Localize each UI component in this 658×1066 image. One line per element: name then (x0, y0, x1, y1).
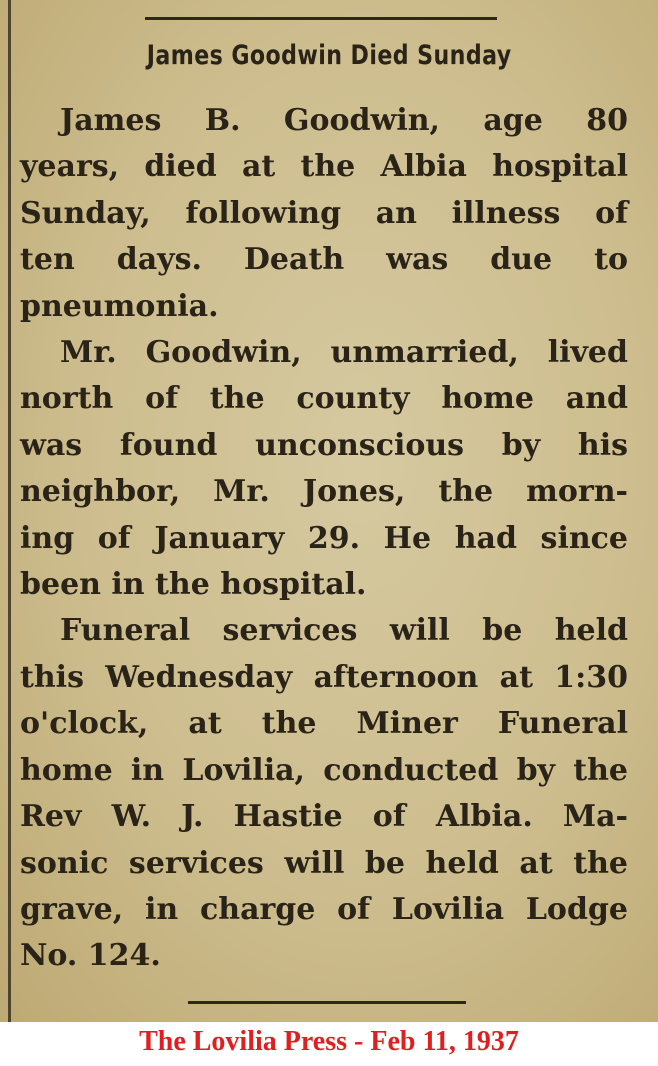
article-line: north of the county home and (20, 381, 628, 417)
article-line: sonic services will be held at the (20, 845, 628, 881)
article-line: Sunday, following an illness of (20, 195, 628, 231)
article-line: o'clock, at the Miner Funeral (20, 706, 628, 742)
source-caption: The Lovilia Press - Feb 11, 1937 (139, 1026, 519, 1057)
article-body (20, 98, 628, 980)
article-line: James B. Goodwin, age 80 (60, 103, 628, 138)
column-rule-left (8, 0, 11, 1022)
article-line: Rev W. J. Hastie of Albia. Ma- (20, 799, 628, 835)
article-line: been in the hospital. (20, 567, 367, 603)
rule-top (145, 17, 497, 20)
article-line: years, died at the Albia hospital (20, 149, 628, 185)
article-line: pneumonia. (20, 288, 219, 324)
article-line: Mr. Goodwin, unmarried, lived (60, 335, 628, 371)
article-headline: James Goodwin Died Sunday (146, 40, 512, 71)
article-line: ing of January 29. He had since (20, 520, 628, 556)
article-line: this Wednesday afternoon at 1:30 (20, 659, 628, 695)
article-line: Funeral services will be held (60, 613, 628, 649)
article-line: home in Lovilia, conducted by the (20, 752, 628, 788)
article-line: neighbor, Mr. Jones, the morn- (20, 474, 628, 510)
article-line: No. 124. (20, 938, 161, 974)
rule-bottom (188, 1001, 466, 1004)
article-line: was found unconscious by his (20, 427, 628, 463)
article-line: ten days. Death was due to (20, 242, 628, 278)
article-line: grave, in charge of Lovilia Lodge (20, 891, 628, 927)
